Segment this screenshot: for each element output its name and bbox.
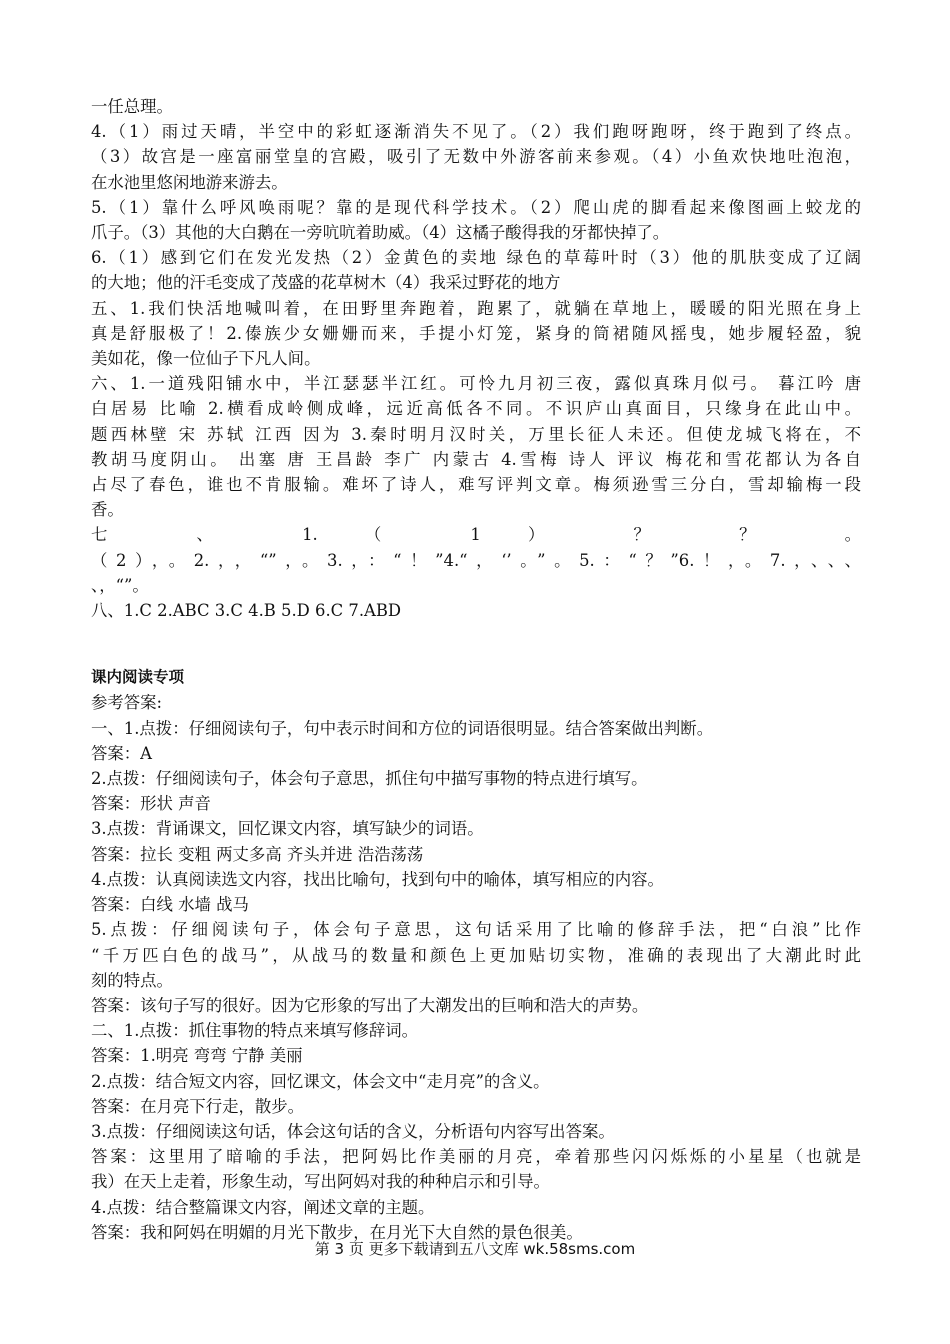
text-line: 美如花，像一位仙子下凡人间。	[91, 349, 321, 369]
section-heading: 课内阅读专项	[91, 668, 185, 687]
text-line: 的大地；他的汗毛变成了茂盛的花草树木（4）我采过野花的地方	[91, 273, 561, 293]
text-line: 答案：白线 水墙 战马	[91, 895, 249, 915]
text-line: 答案：我和阿妈在明媚的月光下散步，在月光下大自然的景色很美。	[91, 1222, 583, 1242]
text-line: 5.点拨：仔细阅读句子，体会句子意思，这句话采用了比喻的修辞手法，把“白浪”比作	[91, 920, 861, 940]
text-line: 答案：形状 声音	[91, 794, 211, 814]
answer-section-2	[91, 665, 861, 1245]
text-line: 2.点拨：结合短文内容，回忆课文，体会文中“走月亮”的含义。	[91, 1071, 550, 1091]
text-line: （3）故宫是一座富丽堂皇的宫殿，吸引了无数中外游客前来参观。（4）小鱼欢快地吐泡泡，	[91, 147, 861, 167]
text-line: 答案：该句子写的很好。因为它形象的写出了大潮发出的巨响和浩大的声势。	[91, 995, 649, 1015]
text-line: 六、1.一道残阳铺水中，半江瑟瑟半江红。可怜九月初三夜，露似真珠月似弓。 暮江吟 唐	[91, 374, 861, 394]
answer-section-1	[91, 94, 861, 623]
text-line: 二、1.点拨：抓住事物的特点来填写修辞词。	[91, 1021, 419, 1041]
text-line: 刻的特点。	[91, 970, 173, 990]
text-line: “千万匹白色的战马”，从战马的数量和颜色上更加贴切实物，准确的表现出了大潮此时此	[91, 945, 861, 965]
section-spacer	[91, 623, 861, 665]
text-line: 香。	[91, 500, 124, 520]
text-line: 答案：1.明亮 弯弯 宁静 美丽	[91, 1046, 303, 1066]
text-line: 3.点拨：仔细阅读这句话，体会这句话的含义，分析语句内容写出答案。	[91, 1121, 615, 1141]
text-line: 6.（1）感到它们在发光发热（2）金黄色的卖地 绿色的草莓叶时（3）他的肌肤变成了辽阔	[91, 248, 861, 268]
text-line: 题西林壁 宋 苏轼 江西 因为 3.秦时明月汉时关，万里长征人未还。但使龙城飞将在，不	[91, 424, 861, 444]
text-line: 参考答案:	[91, 693, 163, 713]
text-line: 4.（1）雨过天晴，半空中的彩虹逐渐消失不见了。（2）我们跑呀跑呀，终于跑到了终点。	[91, 122, 861, 142]
text-line: 答案：A	[91, 743, 153, 763]
text-line: 在水池里悠闲地游来游去。	[91, 172, 288, 192]
text-line: 我）在天上走着，形象生动，写出阿妈对我的种种启示和引导。	[91, 1172, 550, 1192]
text-line: 答案：这里用了暗喻的手法，把阿妈比作美丽的月亮，牵着那些闪闪烁烁的小星星（也就是	[91, 1147, 861, 1167]
text-line: 白居易 比喻 2.横看成岭侧成峰，远近高低各不同。不识庐山真面目，只缘身在此山中。	[91, 399, 861, 419]
text-line: 爪子。（3）其他的大白鹅在一旁吭吭着助威。（4）这橘子酸得我的牙都快掉了。	[91, 223, 670, 243]
text-line: 一、1.点拨：仔细阅读句子，句中表示时间和方位的词语很明显。结合答案做出判断。	[91, 718, 714, 738]
text-line: 八、1.C 2.ABC 3.C 4.B 5.D 6.C 7.ABD	[91, 601, 402, 621]
document-body	[91, 94, 861, 1245]
text-line: 4.点拨：认真阅读选文内容，找出比喻句，找到句中的喻体，填写相应的内容。	[91, 869, 664, 889]
text-line: 3.点拨：背诵课文，回忆课文内容，填写缺少的词语。	[91, 819, 484, 839]
text-line: 七 、 1. （ 1 ） ？ ？ 。	[91, 525, 861, 545]
text-line: 教胡马度阴山。 出塞 唐 王昌龄 李广 内蒙古 4.雪梅 诗人 评议 梅花和雪花都认为各自	[91, 449, 861, 469]
text-line: 4.点拨：结合整篇课文内容，阐述文章的主题。	[91, 1197, 435, 1217]
text-line: 5.（1）靠什么呼风唤雨呢？靠的是现代科学技术。（2）爬山虎的脚看起来像图画上蛟龙的	[91, 197, 861, 217]
text-line: 答案：在月亮下行走，散步。	[91, 1096, 305, 1116]
text-line: 占尽了春色，谁也不肯服输。难坏了诗人，难写评判文章。梅须逊雪三分白，雪却输梅一段	[91, 475, 861, 495]
text-line: 五、1.我们快活地喊叫着，在田野里奔跑着，跑累了，就躺在草地上，暖暖的阳光照在身上	[91, 298, 861, 318]
text-line: 2.点拨：仔细阅读句子，体会句子意思，抓住句中描写事物的特点进行填写。	[91, 769, 648, 789]
text-line: 一任总理。	[91, 97, 173, 116]
text-line: 答案：拉长 变粗 两丈多高 齐头并进 浩浩荡荡	[91, 844, 424, 864]
text-line: 真是舒服极了！2.傣族少女姗姗而来，手提小灯笼，紧身的筒裙随风摇曳，她步履轻盈，貌	[91, 323, 861, 343]
text-line: （2），。2.，，“”，。3.，：“！”4.“，‘’。”。5.：“？”6.！，。7.，、、、	[91, 550, 861, 570]
page-footer: 第 3 页 更多下载请到五八文库 wk.58sms.com	[314, 1240, 636, 1258]
text-line: 、，“”。	[91, 575, 149, 595]
